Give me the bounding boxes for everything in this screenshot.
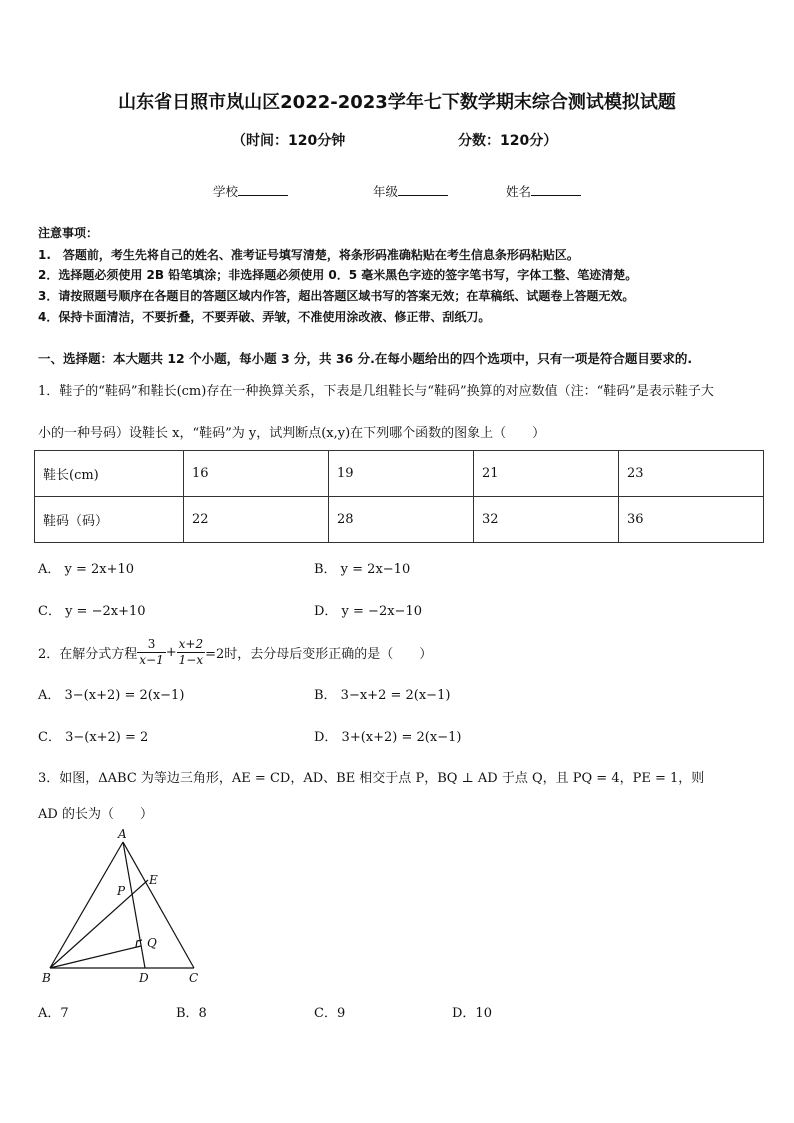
table-row [35, 497, 764, 543]
notice-item-3: 3．请按照题号顺序在各题目的答题区域内作答，超出答题区域书写的答案无效；在草稿纸、试题卷上答题无效。 [38, 289, 635, 303]
q3-line2: AD 的长为（ ） [38, 807, 153, 822]
q1-option-c: C． y = −2x+10 [38, 604, 146, 619]
fraction-denominator: 1−x [178, 652, 204, 667]
name-label: 姓名 [506, 184, 532, 199]
fraction-denominator: x−1 [139, 652, 164, 667]
page-title: 山东省日照市岚山区2022-2023学年七下数学期末综合测试模拟试题 [118, 92, 676, 113]
school-field [213, 182, 288, 200]
table-cell: 22 [184, 497, 329, 543]
notice-item-4: 4．保持卡面清洁，不要折叠，不要弄破、弄皱，不准使用涂改液、修正带、刮纸刀。 [38, 310, 491, 324]
label-b: B [42, 971, 51, 985]
label-e: E [149, 873, 158, 887]
shoe-size-table [34, 450, 764, 543]
label-a: A [118, 827, 127, 841]
q2-option-c: C． 3−(x+2) = 2 [38, 730, 149, 745]
q2-fraction-2 [177, 637, 205, 668]
q1-option-a: A． y = 2x+10 [38, 562, 135, 577]
q2-fraction-1 [137, 637, 165, 668]
q2-prefix: 2．在解分式方程 [38, 646, 138, 662]
table-row [35, 451, 764, 497]
q3-option-c: C．9 [314, 1006, 346, 1021]
q2-option-a: A． 3−(x+2) = 2(x−1) [38, 688, 185, 703]
school-label: 学校 [213, 184, 239, 199]
q1-option-b: B． y = 2x−10 [314, 562, 411, 577]
notice-item-2: 2．选择题必须使用 2B 铅笔填涂；非选择题必须使用 0．5 毫米黑色字迹的签字笔书写，字体工整、笔迹清楚。 [38, 268, 638, 282]
q3-line1: 3．如图，ΔABC 为等边三角形，AE = CD，AD、BE 相交于点 P，BQ ⊥ AD 于点 Q，且 PQ = 4，PE = 1，则 [38, 771, 705, 786]
label-d: D [139, 971, 149, 985]
table-cell: 23 [619, 451, 764, 497]
notice-item-1: 1. 答题前，考生先将自己的姓名、准考证号填写清楚，将条形码准确粘贴在考生信息条形码粘贴区。 [38, 248, 579, 262]
school-blank [238, 183, 288, 196]
grade-field [373, 182, 448, 200]
q3-option-b: B．8 [176, 1006, 207, 1021]
label-c: C [189, 971, 199, 985]
segment-be [50, 880, 148, 968]
fraction-numerator: 3 [137, 637, 165, 653]
q3-option-a: A．7 [38, 1006, 69, 1021]
name-field [506, 182, 581, 200]
q1-option-d: D． y = −2x−10 [314, 604, 422, 619]
table-cell: 28 [329, 497, 474, 543]
table-cell: 16 [184, 451, 329, 497]
q1-line2: 小的一种号码）设鞋长 x，“鞋码”为 y，试判断点(x,y)在下列哪个函数的图象上（ ） [38, 426, 546, 441]
fraction-numerator: x+2 [178, 636, 204, 651]
segment-bq [50, 946, 141, 968]
q2-suffix: =2时，去分母后变形正确的是（ ） [205, 646, 433, 662]
side-ab [50, 842, 123, 968]
table-cell: 21 [474, 451, 619, 497]
triangle-figure [30, 825, 220, 990]
label-p: P [117, 884, 126, 898]
q3-option-d: D．10 [452, 1006, 492, 1021]
table-cell: 鞋长(cm) [35, 451, 184, 497]
q2-option-b: B． 3−x+2 = 2(x−1) [314, 688, 451, 703]
table-cell: 32 [474, 497, 619, 543]
q2-plus: + [165, 644, 177, 660]
label-q: Q [147, 936, 157, 950]
table-cell: 36 [619, 497, 764, 543]
exam-time: （时间：120分钟 [232, 133, 346, 149]
section-heading: 一、选择题：本大题共 12 个小题，每小题 3 分，共 36 分.在每小题给出的四个选项中，只有一项是符合题目要求的. [38, 351, 693, 366]
grade-label: 年级 [373, 184, 399, 199]
q2-option-d: D． 3+(x+2) = 2(x−1) [314, 730, 462, 745]
q2-stem [38, 634, 432, 670]
table-cell: 鞋码（码） [35, 497, 184, 543]
exam-score: 分数：120分） [458, 133, 558, 149]
notice-title: 注意事项： [38, 226, 99, 240]
q1-line1: 1．鞋子的“鞋码”和鞋长(cm)存在一种换算关系，下表是几组鞋长与“鞋码”换算的对应数值（注：“鞋码”是表示鞋子大 [38, 384, 714, 399]
table-cell: 19 [329, 451, 474, 497]
grade-blank [398, 183, 448, 196]
name-blank [531, 183, 581, 196]
